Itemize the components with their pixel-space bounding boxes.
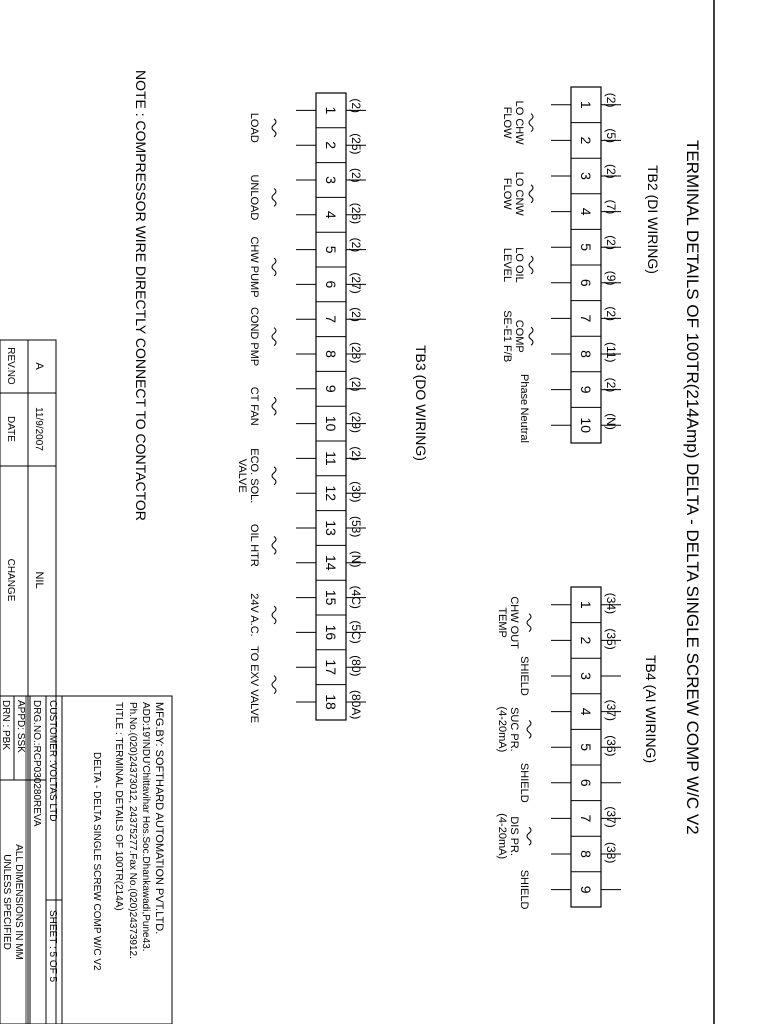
tb2-terminal-number: 2 — [578, 136, 594, 145]
tb3-coil-symbol — [272, 606, 276, 624]
tb2-terminal-number: 10 — [578, 417, 594, 433]
tb3-terminal-number: 16 — [323, 624, 339, 641]
tb3-terminal-number: 13 — [323, 520, 339, 536]
date-value: 11/9/2007 — [33, 407, 44, 451]
tb4-terminal-number: 1 — [578, 600, 594, 609]
tb2-wire-number: (2) — [604, 235, 618, 250]
tb3-wire-number: (2) — [349, 168, 363, 183]
tb4-wire-number: (34) — [604, 592, 618, 615]
tb2-terminal-number: 4 — [578, 207, 594, 216]
tb2-terminal-number: 6 — [578, 278, 594, 287]
tb4-device-label: DIS PR. — [508, 816, 520, 857]
tb3-wire-number: (2) — [349, 376, 363, 392]
tb4-device-label: SHIELD — [518, 656, 530, 696]
dims-line-2: UNLESS SPECIFIED — [1, 854, 12, 950]
tb4-wire-numbers — [604, 593, 618, 864]
tb4-sensor-symbol — [527, 720, 531, 738]
tb3-wire-number: (26) — [349, 202, 363, 225]
tb3-coil-symbol — [272, 188, 276, 206]
tb3-terminal-number: 12 — [323, 485, 339, 501]
tb4-wire-number: (37) — [604, 699, 618, 721]
note-text: NOTE : COMPRESSOR WIRE DIRECTLY CONNECT TO CONTACTOR — [133, 70, 149, 521]
tb3-coil-symbol — [272, 258, 276, 276]
tb3-coil-symbol — [272, 397, 276, 415]
tb4-device-label: SUC PR. — [508, 707, 520, 752]
tb2-device-label: LO OIL — [513, 247, 525, 283]
tb4-sensor-symbol — [527, 614, 531, 632]
tb2-wire-number: (5) — [604, 128, 618, 144]
change-label: CHANGE — [5, 558, 16, 602]
tb2-terminal-number: 1 — [578, 100, 594, 109]
address-line: ADD:19'INDU'Chittavihar Hos.Soc.Dhankawadi,Pune43. — [140, 702, 151, 952]
tb3-terminal-number: 15 — [323, 589, 339, 606]
change-value: NIL — [33, 571, 45, 589]
tb3-wire-number: (2) — [349, 237, 363, 253]
tb2-block — [501, 87, 661, 443]
tb2-switch-symbol — [529, 185, 533, 203]
tb3-device-label: CT FAN — [248, 386, 260, 426]
tb2-device-label: COMP — [513, 319, 525, 353]
tb3-terminal-number: 10 — [323, 415, 339, 432]
mfg-line: MFG.BY: SOFTHARD AUTOMATION PVT.LTD. — [153, 702, 165, 935]
tb4-device-label: TEMP — [496, 607, 508, 638]
subtitle-line: DELTA - DELTA SINGLE SCREW COMP W/C V2 — [91, 752, 102, 971]
tb2-switch-symbol — [529, 256, 533, 274]
tb2-device-label: LO CHW — [513, 100, 525, 145]
tb3-terminal-number: 11 — [323, 451, 339, 466]
tb3-wire-numbers — [349, 98, 363, 719]
tb2-wire-number: (2) — [604, 92, 618, 108]
tb3-device-label: TO EXV VALVE — [248, 646, 260, 724]
drn-line: DRN : PBK — [0, 700, 11, 751]
tb3-terminal-number: 2 — [323, 141, 339, 150]
sheet-line: SHEET : 5 OF 5 — [47, 910, 58, 983]
tb3-wire-number: (29) — [349, 411, 363, 433]
tb3-terminal-number: 1 — [323, 106, 339, 115]
tb2-device-label: Neutral — [518, 407, 530, 443]
tb4-terminal-number: 2 — [578, 636, 594, 645]
tb4-device-label: (4-20mA) — [496, 706, 508, 753]
tb3-device-label: COND PMP — [248, 306, 260, 367]
tb3-terminal-number: 3 — [323, 176, 339, 184]
tb4-terminal-number: 7 — [578, 814, 594, 823]
phone-line: Ph.No.(020)24373012, 24375277.Fax No.(020)24373912. — [127, 702, 138, 959]
tb4-terminal-number: 9 — [578, 885, 594, 894]
tb4-wire-number: (35) — [604, 628, 618, 650]
tb2-switch-symbol — [529, 114, 533, 132]
tb3-wire-number: (2) — [349, 307, 363, 322]
tb3-coil-symbol — [272, 119, 276, 137]
tb2-device-label: LO CNW — [513, 171, 525, 216]
tb3-wire-number: (2) — [349, 98, 363, 114]
tb3-terminal-number: 17 — [323, 659, 339, 675]
tb4-device-label: SHIELD — [518, 762, 530, 803]
tb4-terminal-number: 5 — [578, 743, 594, 752]
tb3-coil-symbol — [272, 536, 276, 554]
tb3-terminal-number: 9 — [323, 384, 339, 393]
tb3-wire-number: (53) — [349, 516, 363, 538]
tb3-terminal-number: 8 — [323, 350, 339, 358]
tb3-coil-symbol — [272, 676, 276, 694]
tb3-device-label: OIL HTR — [248, 523, 260, 567]
tb4-terminal-number: 6 — [578, 778, 594, 787]
tb2-terminal-number: 9 — [578, 385, 594, 394]
tb3-block — [236, 93, 429, 723]
tb4-terminal-number: 8 — [578, 850, 594, 858]
tb3-wire-number: (80A) — [349, 690, 363, 720]
tb4-wire-number: (38) — [604, 842, 618, 864]
tb3-wire-number: (28) — [349, 342, 363, 364]
tb4-sensor-symbol — [527, 827, 531, 845]
tb2-wire-number: (2) — [604, 306, 618, 322]
tb2-wire-number: (2) — [604, 377, 618, 393]
drawing-title: TERMINAL DETAILS OF 100TR(214Amp) DELTA - DELTA SINGLE SCREW COMP W/C V2 — [683, 140, 702, 835]
tb4-device-label: SHIELD — [518, 869, 530, 910]
tb4-terminals — [571, 601, 601, 894]
tb2-title: TB2 (DI WIRING) — [645, 165, 661, 274]
tb3-device-label: VALVE — [236, 458, 248, 493]
tb2-terminal-number: 5 — [578, 243, 594, 252]
tb3-device-label: 24V A.C. — [248, 593, 260, 637]
tb3-wire-number: (25) — [349, 133, 363, 155]
appd-line: APPD: SSK — [15, 700, 26, 753]
tb4-terminal-number: 3 — [578, 672, 594, 680]
tb2-device-label: SE-E1 F/B — [501, 310, 513, 363]
tb3-wire-number: (2) — [349, 446, 363, 462]
tb3-terminal-number: 5 — [323, 245, 339, 254]
tb3-device-labels — [236, 113, 276, 723]
tb3-wire-number: (30) — [349, 481, 363, 503]
tb3-terminal-number: 6 — [323, 280, 339, 289]
tb2-wire-numbers — [604, 93, 618, 430]
tb2-wire-number: (9) — [604, 270, 618, 286]
tb3-terminal-number: 18 — [323, 694, 339, 710]
tb3-device-label: UNLOAD — [248, 174, 260, 221]
tb2-device-label: FLOW — [501, 177, 513, 210]
tb2-wire-number: (11) — [604, 342, 618, 363]
tb3-terminal-number: 4 — [323, 210, 339, 219]
date-label: DATE — [5, 416, 16, 442]
tb4-device-labels — [496, 596, 531, 909]
title-line: TITLE : TERMINAL DETAILS OF 100TR(214A) — [113, 702, 124, 911]
tb3-terminal-number: 14 — [323, 555, 339, 571]
customer-line: CUSTOMER :VOLTAS LTD — [47, 700, 58, 822]
tb3-coil-symbol — [272, 328, 276, 346]
tb2-terminal-number: 3 — [578, 172, 594, 180]
tb4-title: TB4 (AI WIRING) — [643, 655, 659, 764]
tb2-device-labels — [501, 101, 533, 443]
tb4-device-label: CHW OUT — [508, 596, 520, 649]
tb3-wire-number: (N) — [349, 550, 363, 568]
dims-line-1: ALL DIMENSIONS IN MM — [13, 844, 24, 960]
tb2-device-label: FLOW — [501, 106, 513, 139]
rev-value: A — [33, 362, 45, 370]
rev-label: REV.NO — [5, 347, 16, 385]
tb3-coil-symbol — [272, 467, 276, 485]
tb4-wire-number: (36) — [604, 735, 618, 757]
tb4-block — [496, 587, 659, 910]
tb3-device-label: LOAD — [248, 112, 260, 143]
tb3-title: TB3 (DO WIRING) — [413, 345, 429, 461]
tb3-wire-number: (4C) — [349, 585, 363, 609]
tb2-terminal-number: 7 — [578, 314, 594, 323]
tb2-wire-number: (7) — [604, 199, 618, 215]
tb2-wire-number: (2) — [604, 164, 618, 179]
tb2-switch-symbol — [529, 327, 533, 345]
tb3-device-label: ECO. SOL. — [248, 448, 260, 504]
drg-no-line: DRG.NO.:RCP030280REVA — [31, 700, 42, 827]
tb4-terminal-number: 4 — [578, 707, 594, 716]
tb2-terminal-number: 8 — [578, 350, 594, 358]
tb3-wire-number: (5C) — [349, 620, 363, 644]
tb2-wire-number: (N) — [604, 413, 618, 430]
tb2-terminals — [571, 101, 601, 433]
rotated-drawing — [0, 70, 702, 1024]
tb3-wire-number: (80) — [349, 655, 363, 677]
tb3-terminal-number: 7 — [323, 315, 339, 324]
tb3-terminals — [316, 107, 346, 710]
tb2-device-label: Phase — [518, 373, 530, 406]
tb2-device-label: LEVEL — [501, 247, 513, 283]
tb4-wire-number: (37) — [604, 806, 618, 828]
tb4-device-label: (4-20mA) — [496, 813, 508, 860]
tb3-wire-number: (27) — [349, 272, 363, 294]
tb3-device-label: CHW PUMP — [248, 236, 260, 298]
